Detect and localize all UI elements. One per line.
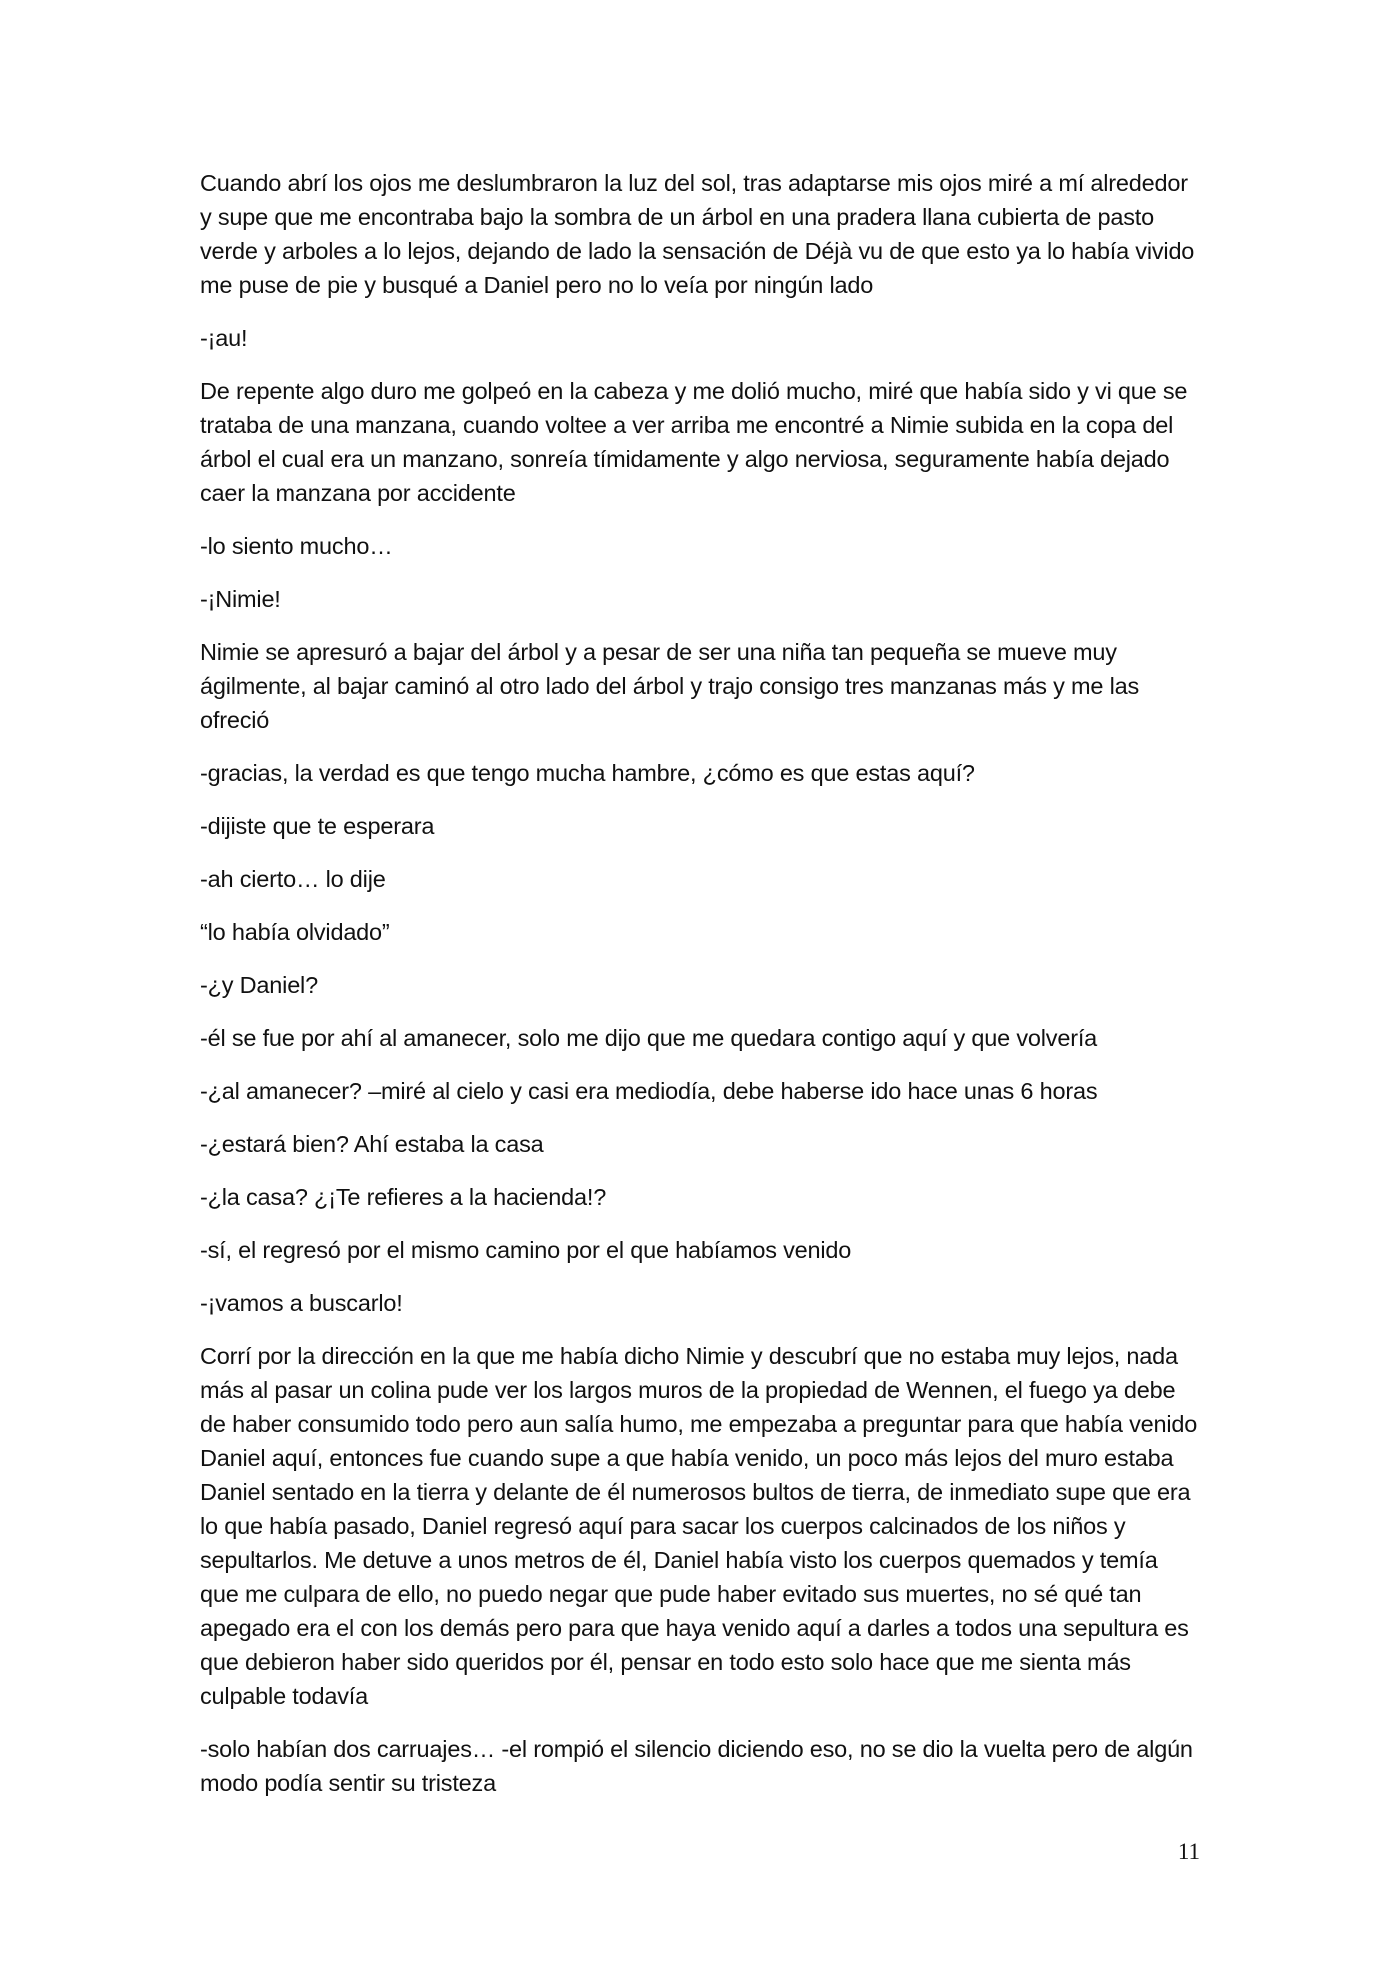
paragraph: -¿la casa? ¿¡Te refieres a la hacienda!? xyxy=(200,1184,607,1210)
paragraph: -¿y Daniel? xyxy=(200,972,318,998)
paragraph: “lo había olvidado” xyxy=(200,919,390,945)
paragraph: De repente algo duro me golpeó en la cabeza y me dolió mucho, miré que había sido y vi que se trataba de una manzana, cuando voltee a ver arriba me encontré a Nimie subida en la copa del árbol el cual era un manzano, sonreía tímidamente y algo nerviosa, seguramente había dejado caer la manzana por accidente xyxy=(200,378,1188,506)
paragraph: -lo siento mucho… xyxy=(200,533,393,559)
paragraph: -él se fue por ahí al amanecer, solo me dijo que me quedara contigo aquí y que volvería xyxy=(200,1025,1098,1051)
paragraph: Corrí por la dirección en la que me había dicho Nimie y descubrí que no estaba muy lejos, nada más al pasar un colina pude ver los largos muros de la propiedad de Wennen, el fuego ya debe de haber consumido todo pero aun salía humo, me empezaba a preguntar para que había venido Daniel aquí, entonces fue cuando supe a que había venido, un poco más lejos del muro estaba Daniel sentado en la tierra y delante de él numerosos bultos de tierra, de inmediato supe que era lo que había pasado, Daniel regresó aquí para sacar los cuerpos calcinados de los niños y sepultarlos. Me detuve a unos metros de él, Daniel había visto los cuerpos quemados y temía que me culpara de ello, no puedo negar que pude haber evitado sus muertes, no sé qué tan apegado era el con los demás pero para que haya venido aquí a darles a todos una sepultura es que debieron haber sido queridos por él, pensar en todo esto solo hace que me sienta más culpable todavía xyxy=(200,1343,1198,1709)
paragraph: -solo habían dos carruajes… -el rompió el silencio diciendo eso, no se dio la vuelta pero de algún modo podía sentir su tristeza xyxy=(200,1736,1193,1796)
paragraph: Nimie se apresuró a bajar del árbol y a pesar de ser una niña tan pequeña se mueve muy ágilmente, al bajar caminó al otro lado del árbol y trajo consigo tres manzanas más y me las ofreció xyxy=(200,639,1140,733)
paragraph: -ah cierto… lo dije xyxy=(200,866,386,892)
body-text xyxy=(200,166,1200,1819)
paragraph: -sí, el regresó por el mismo camino por el que habíamos venido xyxy=(200,1237,852,1263)
paragraph: -¿al amanecer? –miré al cielo y casi era mediodía, debe haberse ido hace unas 6 horas xyxy=(200,1078,1098,1104)
paragraph: Cuando abrí los ojos me deslumbraron la luz del sol, tras adaptarse mis ojos miré a mí alrededor y supe que me encontraba bajo la sombra de un árbol en una pradera llana cubierta de pasto verde y arboles a lo lejos, dejando de lado la sensación de Déjà vu de que esto ya lo había vivido me puse de pie y busqué a Daniel pero no lo veía por ningún lado xyxy=(200,170,1195,298)
paragraph: -¿estará bien? Ahí estaba la casa xyxy=(200,1131,544,1157)
paragraph: -dijiste que te esperara xyxy=(200,813,435,839)
paragraph: -¡Nimie! xyxy=(200,586,281,612)
paragraph: -¡au! xyxy=(200,325,248,351)
page-number: 11 xyxy=(1177,1839,1200,1864)
paragraph: -gracias, la verdad es que tengo mucha hambre, ¿cómo es que estas aquí? xyxy=(200,760,975,786)
paragraph: -¡vamos a buscarlo! xyxy=(200,1290,403,1316)
